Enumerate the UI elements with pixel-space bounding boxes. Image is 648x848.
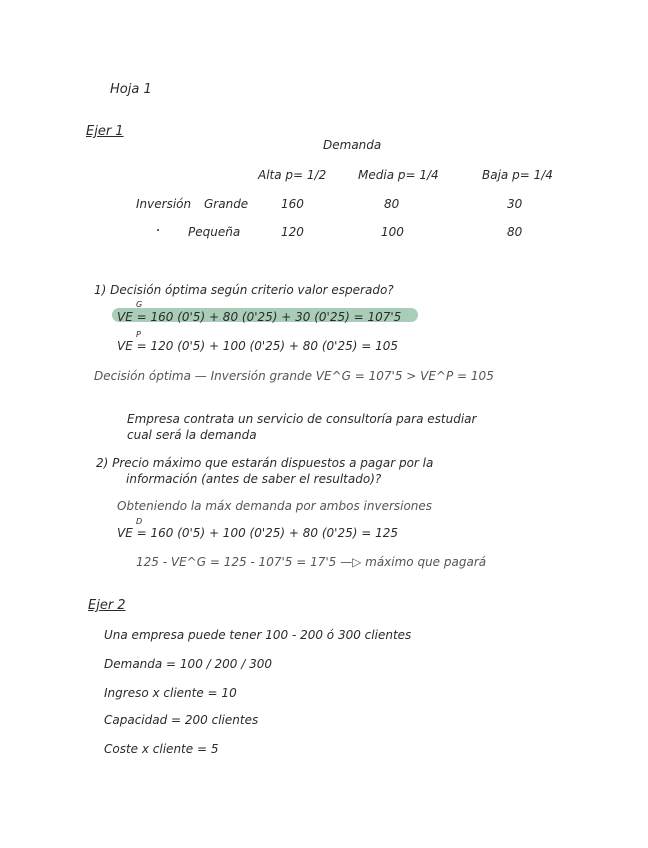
decision-optima: Decisión óptima — Inversión grande VE^G = 107'5 > VE^P = 105 (94, 369, 494, 383)
col-alta: Alta p= 1/2 (258, 168, 327, 182)
cell-pequena-baja: 80 (507, 225, 523, 239)
ve-pequena-equation: VE = 120 (0'5) + 100 (0'25) + 80 (0'25) = 105 (117, 339, 399, 353)
cell-pequena-alta: 120 (281, 225, 304, 239)
note-line-1: Empresa contrata un servicio de consultoría para estudiar (127, 412, 477, 426)
ejer2-line-4: Capacidad = 200 clientes (104, 713, 259, 727)
cell-grande-alta: 160 (281, 197, 304, 211)
ejer2-line-3: Ingreso x cliente = 10 (104, 686, 237, 700)
ejer1-title: Ejer 1 (86, 124, 124, 139)
ve-g-superscript: G (136, 300, 143, 309)
cell-grande-media: 80 (384, 197, 400, 211)
ditto-mark (157, 229, 159, 231)
question-1: 1) Decisión óptima según criterio valor esperado? (94, 283, 394, 297)
row-pequena-label: Pequeña (188, 225, 241, 239)
ejer2-line-1: Una empresa puede tener 100 - 200 ó 300 clientes (104, 628, 412, 642)
row-grande-label: Grande (204, 197, 249, 211)
cell-pequena-media: 100 (381, 225, 404, 239)
cell-grande-baja: 30 (507, 197, 523, 211)
ve-grande-equation: VE = 160 (0'5) + 80 (0'25) + 30 (0'25) = 107'5 (117, 310, 402, 324)
obtain-max-demand: Obteniendo la máx demanda por ambos inversiones (117, 499, 433, 513)
note-line-2: cual será la demanda (127, 428, 257, 442)
col-baja: Baja p= 1/4 (482, 168, 553, 182)
ve-demand-equation: VE = 160 (0'5) + 100 (0'25) + 80 (0'25) = 125 (117, 526, 399, 540)
question-2-line-1: 2) Precio máximo que estarán dispuestos a pagar por la (96, 456, 434, 470)
col-media: Media p= 1/4 (358, 168, 439, 182)
ejer2-title: Ejer 2 (88, 598, 126, 613)
ve-d-superscript: D (136, 517, 143, 526)
demand-header: Demanda (323, 138, 382, 152)
sheet-title: Hoja 1 (110, 82, 152, 97)
question-2-line-2: información (antes de saber el resultado)? (126, 472, 382, 486)
ejer2-line-2: Demanda = 100 / 200 / 300 (104, 657, 272, 671)
row-group-label: Inversión (136, 197, 192, 211)
max-payment: 125 - VE^G = 125 - 107'5 = 17'5 —▷ máximo que pagará (136, 555, 487, 569)
ve-p-superscript: P (136, 330, 141, 339)
ejer2-line-5: Coste x cliente = 5 (104, 742, 219, 756)
